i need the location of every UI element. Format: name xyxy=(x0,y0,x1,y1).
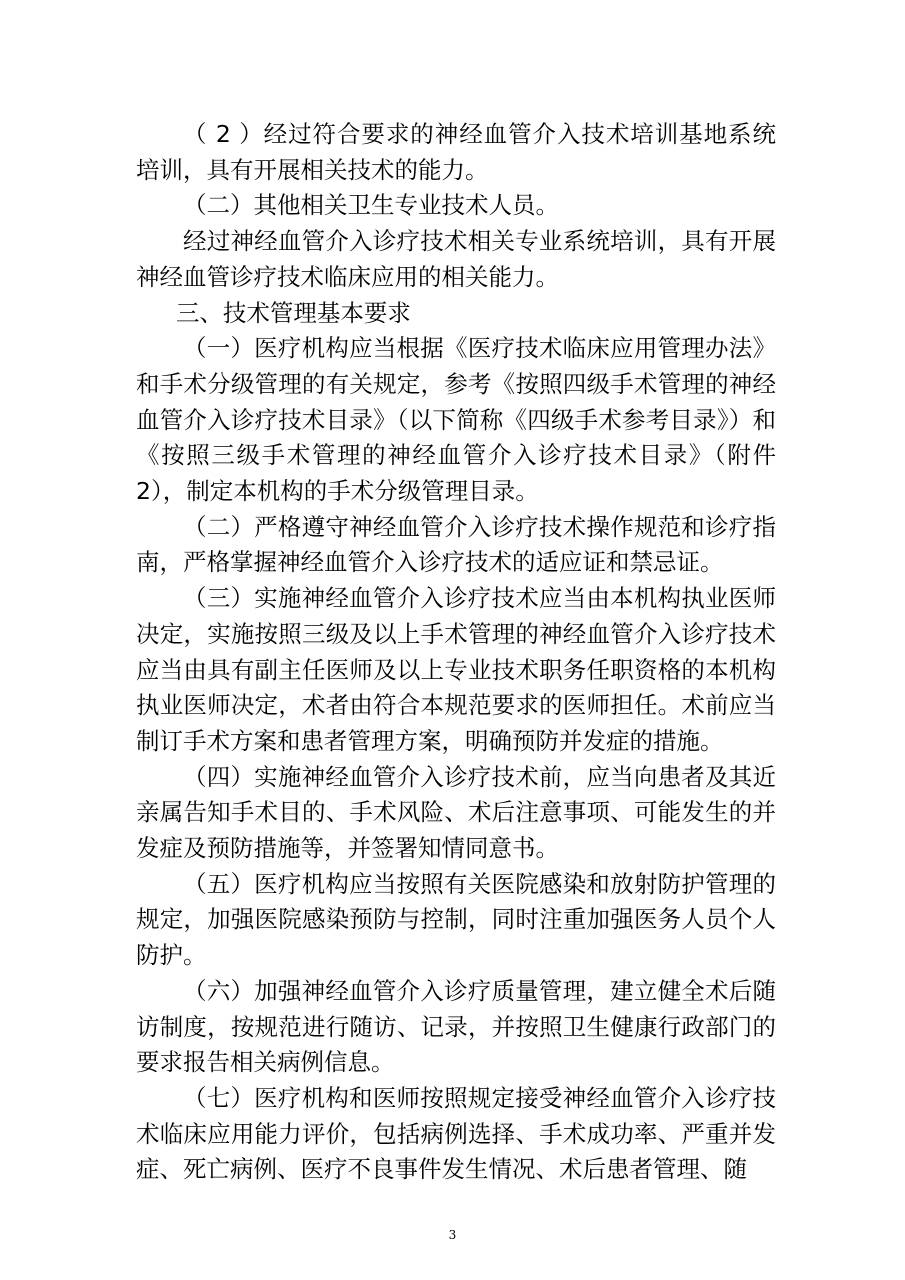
section-heading-management: 三、技术管理基本要求 xyxy=(175,298,411,327)
paragraph-informed-consent: （四）实施神经血管介入诊疗技术前，应当向患者及其近亲属告知手术目的、手术风险、术后注意事项、可能发生的并发症及预防措施等，并签署知情同意书。 xyxy=(136,762,776,863)
paragraph-other-staff: （二）其他相关卫生专业技术人员。 xyxy=(183,191,559,220)
paragraph-physician-decision: （三）实施神经血管介入诊疗技术应当由本机构执业医师决定，实施按照三级及以上手术管理的神经血管介入诊疗技术应当由具有副主任医师及以上专业技术职务任职资格的本机构执业医师决定，术者由符合本规范要求的医师担任。术前应当制订手术方案和患者管理方案，明确预防并发症的措施。 xyxy=(136,584,776,755)
document-body xyxy=(136,117,776,1188)
paragraph-operating-norms: （二）严格遵守神经血管介入诊疗技术操作规范和诊疗指南，严格掌握神经血管介入诊疗技术的适应证和禁忌证。 xyxy=(136,512,776,577)
page-number: 3 xyxy=(448,1228,457,1242)
paragraph-training-base: （ 2 ）经过符合要求的神经血管介入技术培训基地系统培训，具有开展相关技术的能力。 xyxy=(136,120,777,184)
paragraph-capability-evaluation: （七）医疗机构和医师按照规定接受神经血管介入诊疗技术临床应用能力评价，包括病例选择、手术成功率、严重并发症、死亡病例、医疗不良事件发生情况、术后患者管理、随 xyxy=(136,1083,776,1184)
paragraph-infection-control: （五）医疗机构应当按照有关医院感染和放射防护管理的规定，加强医院感染预防与控制，同时注重加强医务人员个人防护。 xyxy=(136,869,776,970)
paragraph-quality-management: （六）加强神经血管介入诊疗质量管理，建立健全术后随访制度，按规范进行随访、记录，并按照卫生健康行政部门的要求报告相关病例信息。 xyxy=(136,976,776,1077)
paragraph-staff-training: 经过神经血管介入诊疗技术相关专业系统培训，具有开展神经血管诊疗技术临床应用的相关能力。 xyxy=(136,227,776,291)
paragraph-grading-catalog: （一）医疗机构应当根据《医疗技术临床应用管理办法》和手术分级管理的有关规定，参考《按照四级手术管理的神经血管介入诊疗技术目录》（以下简称《四级手术参考目录》）和《按照三级手术管理的神经血管介入诊疗技术目录》（附件2），制定本机构的手术分级管理目录。 xyxy=(136,334,776,506)
